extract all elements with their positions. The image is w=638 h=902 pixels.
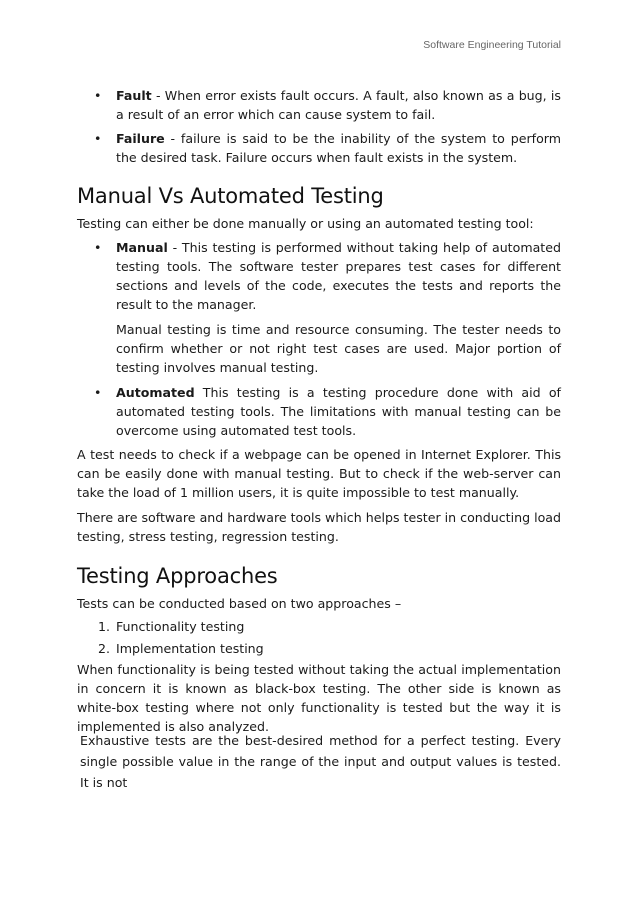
list-item-text: Functionality testing [116,619,245,634]
testing-types-list [77,383,561,440]
paragraph: Manual testing is time and resource consuming. The tester needs to confirm whether or not right test cases are used. Major portion of testing involves manual testing. [116,322,561,375]
list-item [77,129,561,167]
approaches-list [77,617,561,658]
paragraph: A test needs to check if a webpage can be opened in Internet Explorer. This can be easily done with manual testing. But to check if the web-server can take the load of 1 million users, it is quite impossible to test manually. [77,447,561,500]
paragraph: Tests can be conducted based on two approaches – [77,596,402,611]
paragraph: When functionality is being tested without taking the actual implementation in concern it is known as black-box testing. The other side is known as white-box testing where not only functionality is tested but the way it is implemented is also analyzed. [77,662,561,734]
bullet-icon: • [94,240,102,255]
definition-text: - failure is said to be the inability of the system to perform the desired task. Failure occurs when fault exists in the system. [116,131,561,165]
paragraph: There are software and hardware tools which helps tester in conducting load testing, stress testing, regression testing. [77,510,561,544]
list-number: 1. [98,619,111,634]
term-automated: Automated [116,385,195,400]
paragraph: Testing can either be done manually or using an automated testing tool: [77,216,534,231]
list-item [77,617,561,636]
term-manual: Manual [116,240,168,255]
list-item [77,238,561,314]
page-body [77,86,561,736]
list-item [77,383,561,440]
paragraph: Exhaustive tests are the best-desired method for a perfect testing. Every single possible value in the range of the input and output values is tested. It is not [80,733,561,790]
bullet-icon: • [94,88,102,103]
bullet-icon: • [94,131,102,146]
definition-list [77,86,561,167]
section-heading: Manual Vs Automated Testing [77,184,384,208]
list-item [77,639,561,658]
testing-types-list [77,238,561,314]
list-item [77,86,561,124]
list-item-text: Implementation testing [116,641,264,656]
list-number: 2. [98,641,111,656]
term-failure: Failure [116,131,165,146]
item-text: - This testing is performed without taking help of automated testing tools. The software tester prepares test cases for different sections and levels of the code, executes the tests and reports the result to the manager. [116,240,561,312]
term-fault: Fault [116,88,152,103]
definition-text: - When error exists fault occurs. A fault, also known as a bug, is a result of an error which can cause system to fail. [116,88,561,122]
bullet-icon: • [94,385,102,400]
running-header: Software Engineering Tutorial [423,39,561,51]
section-heading: Testing Approaches [77,564,278,588]
item-text: This testing is a testing procedure done with aid of automated testing tools. The limitations with manual testing can be overcome using automated test tools. [116,385,561,438]
